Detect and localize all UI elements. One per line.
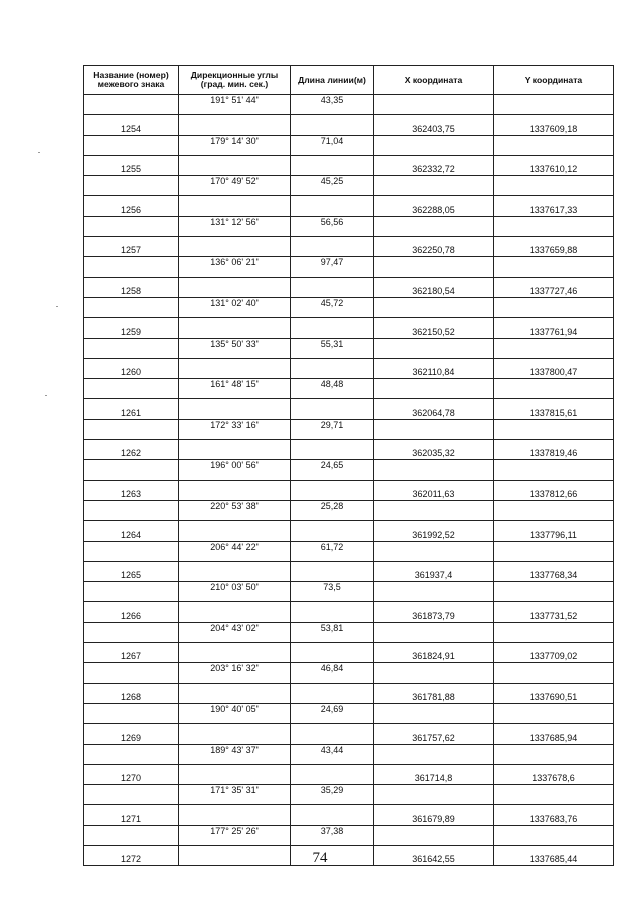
table-row (84, 541, 614, 561)
y-coordinate-cell: 1337685,94 (494, 724, 614, 744)
angle-cell: 204° 43' 02" (179, 622, 291, 642)
x-coordinate-cell (374, 338, 494, 358)
y-coordinate-cell (494, 744, 614, 764)
angle-cell: 191° 51' 44" (179, 95, 291, 115)
x-coordinate-cell (374, 582, 494, 602)
angle-cell (179, 237, 291, 257)
table-row (84, 115, 614, 135)
table-row (84, 825, 614, 845)
y-coordinate-cell: 1337685,44 (494, 845, 614, 865)
angle-cell: 171° 35' 31" (179, 785, 291, 805)
x-coordinate-cell: 361642,55 (374, 845, 494, 865)
y-coordinate-cell: 1337659,88 (494, 237, 614, 257)
angle-cell: 172° 33' 16" (179, 419, 291, 439)
mark-name-cell: 1264 (84, 521, 179, 541)
mark-name-cell: 1260 (84, 358, 179, 378)
mark-name-cell: 1257 (84, 237, 179, 257)
mark-name-cell: 1263 (84, 480, 179, 500)
mark-name-cell (84, 582, 179, 602)
x-coordinate-cell: 361992,52 (374, 521, 494, 541)
y-coordinate-cell: 1337709,02 (494, 643, 614, 663)
length-cell (291, 358, 374, 378)
table-row (84, 95, 614, 115)
length-cell (291, 683, 374, 703)
x-coordinate-cell (374, 703, 494, 723)
table-row (84, 318, 614, 338)
x-coordinate-cell: 362403,75 (374, 115, 494, 135)
x-coordinate-cell: 361781,88 (374, 683, 494, 703)
table-row (84, 237, 614, 257)
mark-name-cell (84, 338, 179, 358)
table-row (84, 744, 614, 764)
mark-name-cell (84, 297, 179, 317)
y-coordinate-cell: 1337609,18 (494, 115, 614, 135)
y-coordinate-cell (494, 419, 614, 439)
x-coordinate-cell: 361757,62 (374, 724, 494, 744)
angle-cell (179, 561, 291, 581)
y-coordinate-cell (494, 541, 614, 561)
table-row (84, 176, 614, 196)
mark-name-cell (84, 541, 179, 561)
length-cell (291, 561, 374, 581)
angle-cell (179, 480, 291, 500)
mark-name-cell: 1262 (84, 440, 179, 460)
table-row (84, 622, 614, 642)
angle-cell: 131° 12' 56" (179, 216, 291, 236)
angle-cell: 161° 48' 15" (179, 379, 291, 399)
table-row (84, 440, 614, 460)
header-x-coordinate: X координата (374, 66, 494, 95)
table-row (84, 724, 614, 744)
mark-name-cell (84, 744, 179, 764)
table-row (84, 500, 614, 520)
y-coordinate-cell: 1337617,33 (494, 196, 614, 216)
header-mark-name: Название (номер) межевого знака (84, 66, 179, 95)
y-coordinate-cell: 1337815,61 (494, 399, 614, 419)
x-coordinate-cell: 362250,78 (374, 237, 494, 257)
angle-cell: 206° 44' 22" (179, 541, 291, 561)
y-coordinate-cell: 1337731,52 (494, 602, 614, 622)
length-cell (291, 237, 374, 257)
x-coordinate-cell: 361714,8 (374, 764, 494, 784)
angle-cell (179, 643, 291, 663)
x-coordinate-cell (374, 379, 494, 399)
y-coordinate-cell: 1337690,51 (494, 683, 614, 703)
table-row (84, 561, 614, 581)
length-cell (291, 196, 374, 216)
mark-name-cell (84, 379, 179, 399)
x-coordinate-cell: 362150,52 (374, 318, 494, 338)
angle-cell: 220° 53' 38" (179, 500, 291, 520)
x-coordinate-cell: 362180,54 (374, 277, 494, 297)
mark-name-cell (84, 176, 179, 196)
length-cell (291, 277, 374, 297)
x-coordinate-cell: 362011,63 (374, 480, 494, 500)
table-row (84, 683, 614, 703)
length-cell: 43,35 (291, 95, 374, 115)
y-coordinate-cell (494, 622, 614, 642)
x-coordinate-cell: 361824,91 (374, 643, 494, 663)
angle-cell (179, 440, 291, 460)
length-cell: 73,5 (291, 582, 374, 602)
length-cell (291, 643, 374, 663)
x-coordinate-cell (374, 297, 494, 317)
angle-cell: 136° 06' 21" (179, 257, 291, 277)
table-row (84, 480, 614, 500)
angle-cell (179, 764, 291, 784)
length-cell (291, 805, 374, 825)
table-row (84, 135, 614, 155)
mark-name-cell: 1261 (84, 399, 179, 419)
length-cell: 48,48 (291, 379, 374, 399)
table-row (84, 663, 614, 683)
table-row (84, 643, 614, 663)
table-row (84, 297, 614, 317)
scan-speck (38, 152, 40, 153)
mark-name-cell (84, 622, 179, 642)
x-coordinate-cell: 362288,05 (374, 196, 494, 216)
angle-cell (179, 155, 291, 175)
angle-cell (179, 399, 291, 419)
table-row (84, 582, 614, 602)
boundary-marks-table (83, 65, 614, 866)
angle-cell: 189° 43' 37" (179, 744, 291, 764)
y-coordinate-cell (494, 379, 614, 399)
mark-name-cell: 1268 (84, 683, 179, 703)
y-coordinate-cell: 1337812,66 (494, 480, 614, 500)
angle-cell (179, 318, 291, 338)
length-cell (291, 318, 374, 338)
mark-name-cell (84, 703, 179, 723)
mark-name-cell: 1269 (84, 724, 179, 744)
angle-cell (179, 521, 291, 541)
y-coordinate-cell (494, 135, 614, 155)
y-coordinate-cell: 1337678,6 (494, 764, 614, 784)
y-coordinate-cell (494, 297, 614, 317)
length-cell (291, 521, 374, 541)
table-row (84, 358, 614, 378)
y-coordinate-cell: 1337727,46 (494, 277, 614, 297)
x-coordinate-cell: 361937,4 (374, 561, 494, 581)
length-cell: 29,71 (291, 419, 374, 439)
y-coordinate-cell (494, 95, 614, 115)
x-coordinate-cell (374, 622, 494, 642)
length-cell: 56,56 (291, 216, 374, 236)
x-coordinate-cell (374, 744, 494, 764)
angle-cell (179, 683, 291, 703)
length-cell (291, 724, 374, 744)
x-coordinate-cell: 362064,78 (374, 399, 494, 419)
y-coordinate-cell (494, 338, 614, 358)
length-cell (291, 399, 374, 419)
y-coordinate-cell (494, 663, 614, 683)
y-coordinate-cell (494, 257, 614, 277)
mark-name-cell (84, 785, 179, 805)
mark-name-cell: 1271 (84, 805, 179, 825)
y-coordinate-cell: 1337796,11 (494, 521, 614, 541)
table-row (84, 419, 614, 439)
mark-name-cell (84, 825, 179, 845)
x-coordinate-cell (374, 257, 494, 277)
table-header-row (84, 66, 614, 95)
y-coordinate-cell: 1337800,47 (494, 358, 614, 378)
mark-name-cell (84, 460, 179, 480)
y-coordinate-cell: 1337761,94 (494, 318, 614, 338)
x-coordinate-cell: 361679,89 (374, 805, 494, 825)
length-cell (291, 602, 374, 622)
header-line-length: Длина линии(м) (291, 66, 374, 95)
angle-cell: 196° 00' 56" (179, 460, 291, 480)
x-coordinate-cell (374, 825, 494, 845)
length-cell: 25,28 (291, 500, 374, 520)
table-row (84, 460, 614, 480)
angle-cell (179, 277, 291, 297)
y-coordinate-cell: 1337610,12 (494, 155, 614, 175)
y-coordinate-cell (494, 460, 614, 480)
table-row (84, 257, 614, 277)
length-cell: 45,25 (291, 176, 374, 196)
y-coordinate-cell (494, 176, 614, 196)
length-cell: 45,72 (291, 297, 374, 317)
x-coordinate-cell: 362110,84 (374, 358, 494, 378)
x-coordinate-cell: 362332,72 (374, 155, 494, 175)
length-cell: 43,44 (291, 744, 374, 764)
table-row (84, 785, 614, 805)
y-coordinate-cell: 1337819,46 (494, 440, 614, 460)
angle-cell (179, 724, 291, 744)
table-row (84, 805, 614, 825)
length-cell: 37,38 (291, 825, 374, 845)
length-cell: 24,69 (291, 703, 374, 723)
x-coordinate-cell: 362035,32 (374, 440, 494, 460)
length-cell: 35,29 (291, 785, 374, 805)
x-coordinate-cell (374, 541, 494, 561)
table-row (84, 155, 614, 175)
length-cell: 53,81 (291, 622, 374, 642)
mark-name-cell: 1266 (84, 602, 179, 622)
table-row (84, 196, 614, 216)
table-row (84, 521, 614, 541)
mark-name-cell (84, 95, 179, 115)
angle-cell: 131° 02' 40" (179, 297, 291, 317)
x-coordinate-cell (374, 95, 494, 115)
angle-cell (179, 196, 291, 216)
mark-name-cell: 1272 (84, 845, 179, 865)
mark-name-cell (84, 257, 179, 277)
table-row (84, 764, 614, 784)
angle-cell: 203° 16' 32" (179, 663, 291, 683)
x-coordinate-cell (374, 176, 494, 196)
mark-name-cell (84, 663, 179, 683)
angle-cell: 135° 50' 33" (179, 338, 291, 358)
header-direction-angles: Дирекционные углы (град. мин. сек.) (179, 66, 291, 95)
angle-cell (179, 602, 291, 622)
length-cell (291, 155, 374, 175)
table-row (84, 277, 614, 297)
page-number: 74 (312, 850, 328, 866)
mark-name-cell: 1267 (84, 643, 179, 663)
length-cell (291, 115, 374, 135)
table-row (84, 379, 614, 399)
mark-name-cell (84, 500, 179, 520)
mark-name-cell (84, 419, 179, 439)
y-coordinate-cell (494, 582, 614, 602)
x-coordinate-cell (374, 135, 494, 155)
mark-name-cell: 1265 (84, 561, 179, 581)
scan-speck (45, 395, 47, 396)
table-row (84, 399, 614, 419)
length-cell: 46,84 (291, 663, 374, 683)
scan-speck (56, 306, 58, 307)
mark-name-cell: 1254 (84, 115, 179, 135)
angle-cell (179, 115, 291, 135)
x-coordinate-cell (374, 419, 494, 439)
angle-cell: 190° 40' 05" (179, 703, 291, 723)
table-row (84, 602, 614, 622)
mark-name-cell: 1259 (84, 318, 179, 338)
coordinates-table-sheet (83, 65, 613, 866)
y-coordinate-cell (494, 500, 614, 520)
angle-cell: 170° 49' 52" (179, 176, 291, 196)
length-cell: 24,65 (291, 460, 374, 480)
table-row (84, 216, 614, 236)
x-coordinate-cell (374, 216, 494, 236)
length-cell: 97,47 (291, 257, 374, 277)
y-coordinate-cell (494, 825, 614, 845)
y-coordinate-cell (494, 703, 614, 723)
y-coordinate-cell: 1337768,34 (494, 561, 614, 581)
length-cell (291, 440, 374, 460)
angle-cell (179, 805, 291, 825)
length-cell (291, 764, 374, 784)
mark-name-cell (84, 216, 179, 236)
x-coordinate-cell (374, 460, 494, 480)
header-y-coordinate: Y координата (494, 66, 614, 95)
mark-name-cell: 1258 (84, 277, 179, 297)
length-cell: 61,72 (291, 541, 374, 561)
x-coordinate-cell (374, 500, 494, 520)
y-coordinate-cell: 1337683,76 (494, 805, 614, 825)
length-cell: 55,31 (291, 338, 374, 358)
angle-cell: 210° 03' 50" (179, 582, 291, 602)
x-coordinate-cell (374, 785, 494, 805)
table-row (84, 703, 614, 723)
angle-cell: 179° 14' 30" (179, 135, 291, 155)
angle-cell (179, 358, 291, 378)
angle-cell: 177° 25' 26" (179, 825, 291, 845)
y-coordinate-cell (494, 785, 614, 805)
table-body (84, 95, 614, 866)
table-row (84, 338, 614, 358)
mark-name-cell: 1270 (84, 764, 179, 784)
mark-name-cell: 1255 (84, 155, 179, 175)
mark-name-cell (84, 135, 179, 155)
y-coordinate-cell (494, 216, 614, 236)
mark-name-cell: 1256 (84, 196, 179, 216)
length-cell (291, 480, 374, 500)
x-coordinate-cell (374, 663, 494, 683)
x-coordinate-cell: 361873,79 (374, 602, 494, 622)
length-cell: 71,04 (291, 135, 374, 155)
